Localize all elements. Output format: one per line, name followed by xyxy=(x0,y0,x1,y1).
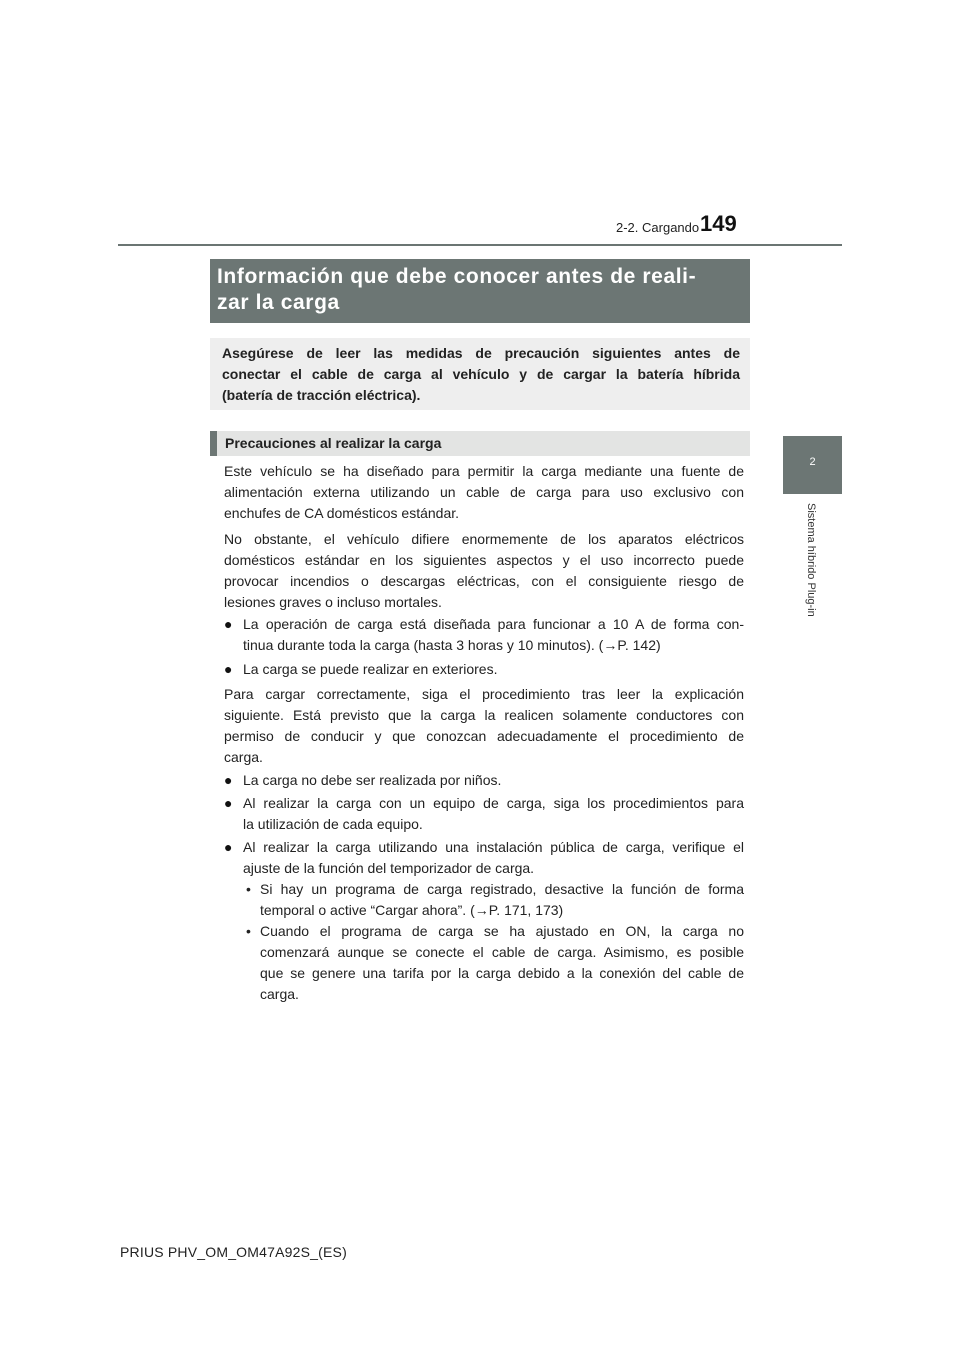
bullet-line: Al realizar la carga utilizando una instalación pública de carga, verifique el xyxy=(243,839,744,855)
bullet-line: tinua durante toda la carga (hasta 3 horas y 10 minutos). (→P. 142) xyxy=(243,637,661,653)
sub-bullet-icon: • xyxy=(246,923,251,939)
body-line: domésticos estándar en los siguientes aspectos y el uso incorrecto puede xyxy=(224,552,744,568)
body-line: alimentación externa utilizando un cable de carga para uso exclusivo con xyxy=(224,484,744,500)
bullet-icon: ● xyxy=(224,661,233,677)
subheading-bar xyxy=(210,431,217,456)
sub-item-line: que se genere una tarifa por la carga debido a la conexión del cable de xyxy=(260,965,744,981)
body-line: enchufes de CA domésticos estándar. xyxy=(224,505,460,521)
bullet-line: la utilización de cada equipo. xyxy=(243,816,423,832)
body-line: Para cargar correctamente, siga el procedimiento tras leer la explicación xyxy=(224,686,744,702)
body-line: permiso de conducir y que conozcan adecuadamente el procedimiento de xyxy=(224,728,744,744)
body-line: No obstante, el vehículo difiere enormemente de los aparatos eléctricos xyxy=(224,531,744,547)
bullet-icon: ● xyxy=(224,795,233,811)
bullet-line: Al realizar la carga con un equipo de carga, siga los procedimientos para xyxy=(243,795,744,811)
bullet-icon: ● xyxy=(224,839,233,855)
chapter-label: Sistema híbrido Plug-in xyxy=(805,503,817,617)
body-line: Este vehículo se ha diseñado para permitir la carga mediante una fuente de xyxy=(224,463,744,479)
bullet-line: La carga se puede realizar en exteriores. xyxy=(243,661,498,677)
sub-item-line: carga. xyxy=(260,986,299,1002)
page-title-line: zar la carga xyxy=(217,291,340,314)
intro-line: Asegúrese de leer las medidas de precaución siguientes antes de xyxy=(222,345,740,361)
sub-item-line: temporal o active “Cargar ahora”. (→P. 171, 173) xyxy=(260,902,564,918)
body-line: siguiente. Está previsto que la carga la realicen solamente conductores con xyxy=(224,707,744,723)
page-number: 149 xyxy=(700,211,737,236)
page-title xyxy=(210,259,750,323)
sub-bullet-icon: • xyxy=(246,881,251,897)
subheading-text: Precauciones al realizar la carga xyxy=(225,435,442,451)
intro-box xyxy=(210,338,750,410)
bullet-line: La carga no debe ser realizada por niños. xyxy=(243,772,502,788)
body-line: provocar incendios o descargas eléctricas, con el consiguiente riesgo de xyxy=(224,573,744,589)
sub-item-line: Si hay un programa de carga registrado, desactive la función de forma xyxy=(260,881,744,897)
intro-line: conectar el cable de carga al vehículo y de cargar la batería híbrida xyxy=(222,366,740,382)
chapter-tab xyxy=(783,436,842,494)
header-rule xyxy=(118,244,842,246)
chapter-number: 2 xyxy=(809,456,816,468)
page-title-line: Información que debe conocer antes de reali- xyxy=(217,265,697,288)
intro-line: (batería de tracción eléctrica). xyxy=(222,387,421,403)
section-label: 2-2. Cargando xyxy=(616,220,700,235)
bullet-line: ajuste de la función del temporizador de carga. xyxy=(243,860,535,876)
subheading xyxy=(210,431,750,456)
bullet-icon: ● xyxy=(224,616,233,632)
bullet-line: La operación de carga está diseñada para funcionar a 10 A de forma con- xyxy=(243,616,744,632)
bullet-icon: ● xyxy=(224,772,233,788)
body-line: lesiones graves o incluso mortales. xyxy=(224,594,442,610)
sub-item-line: Cuando el programa de carga se ha ajustado en ON, la carga no xyxy=(260,923,744,939)
document-code: PRIUS PHV_OM_OM47A92S_(ES) xyxy=(120,1244,347,1260)
body-line: carga. xyxy=(224,749,263,765)
sub-item-line: comenzará aunque se conecte el cable de carga. Asimismo, es posible xyxy=(260,944,744,960)
